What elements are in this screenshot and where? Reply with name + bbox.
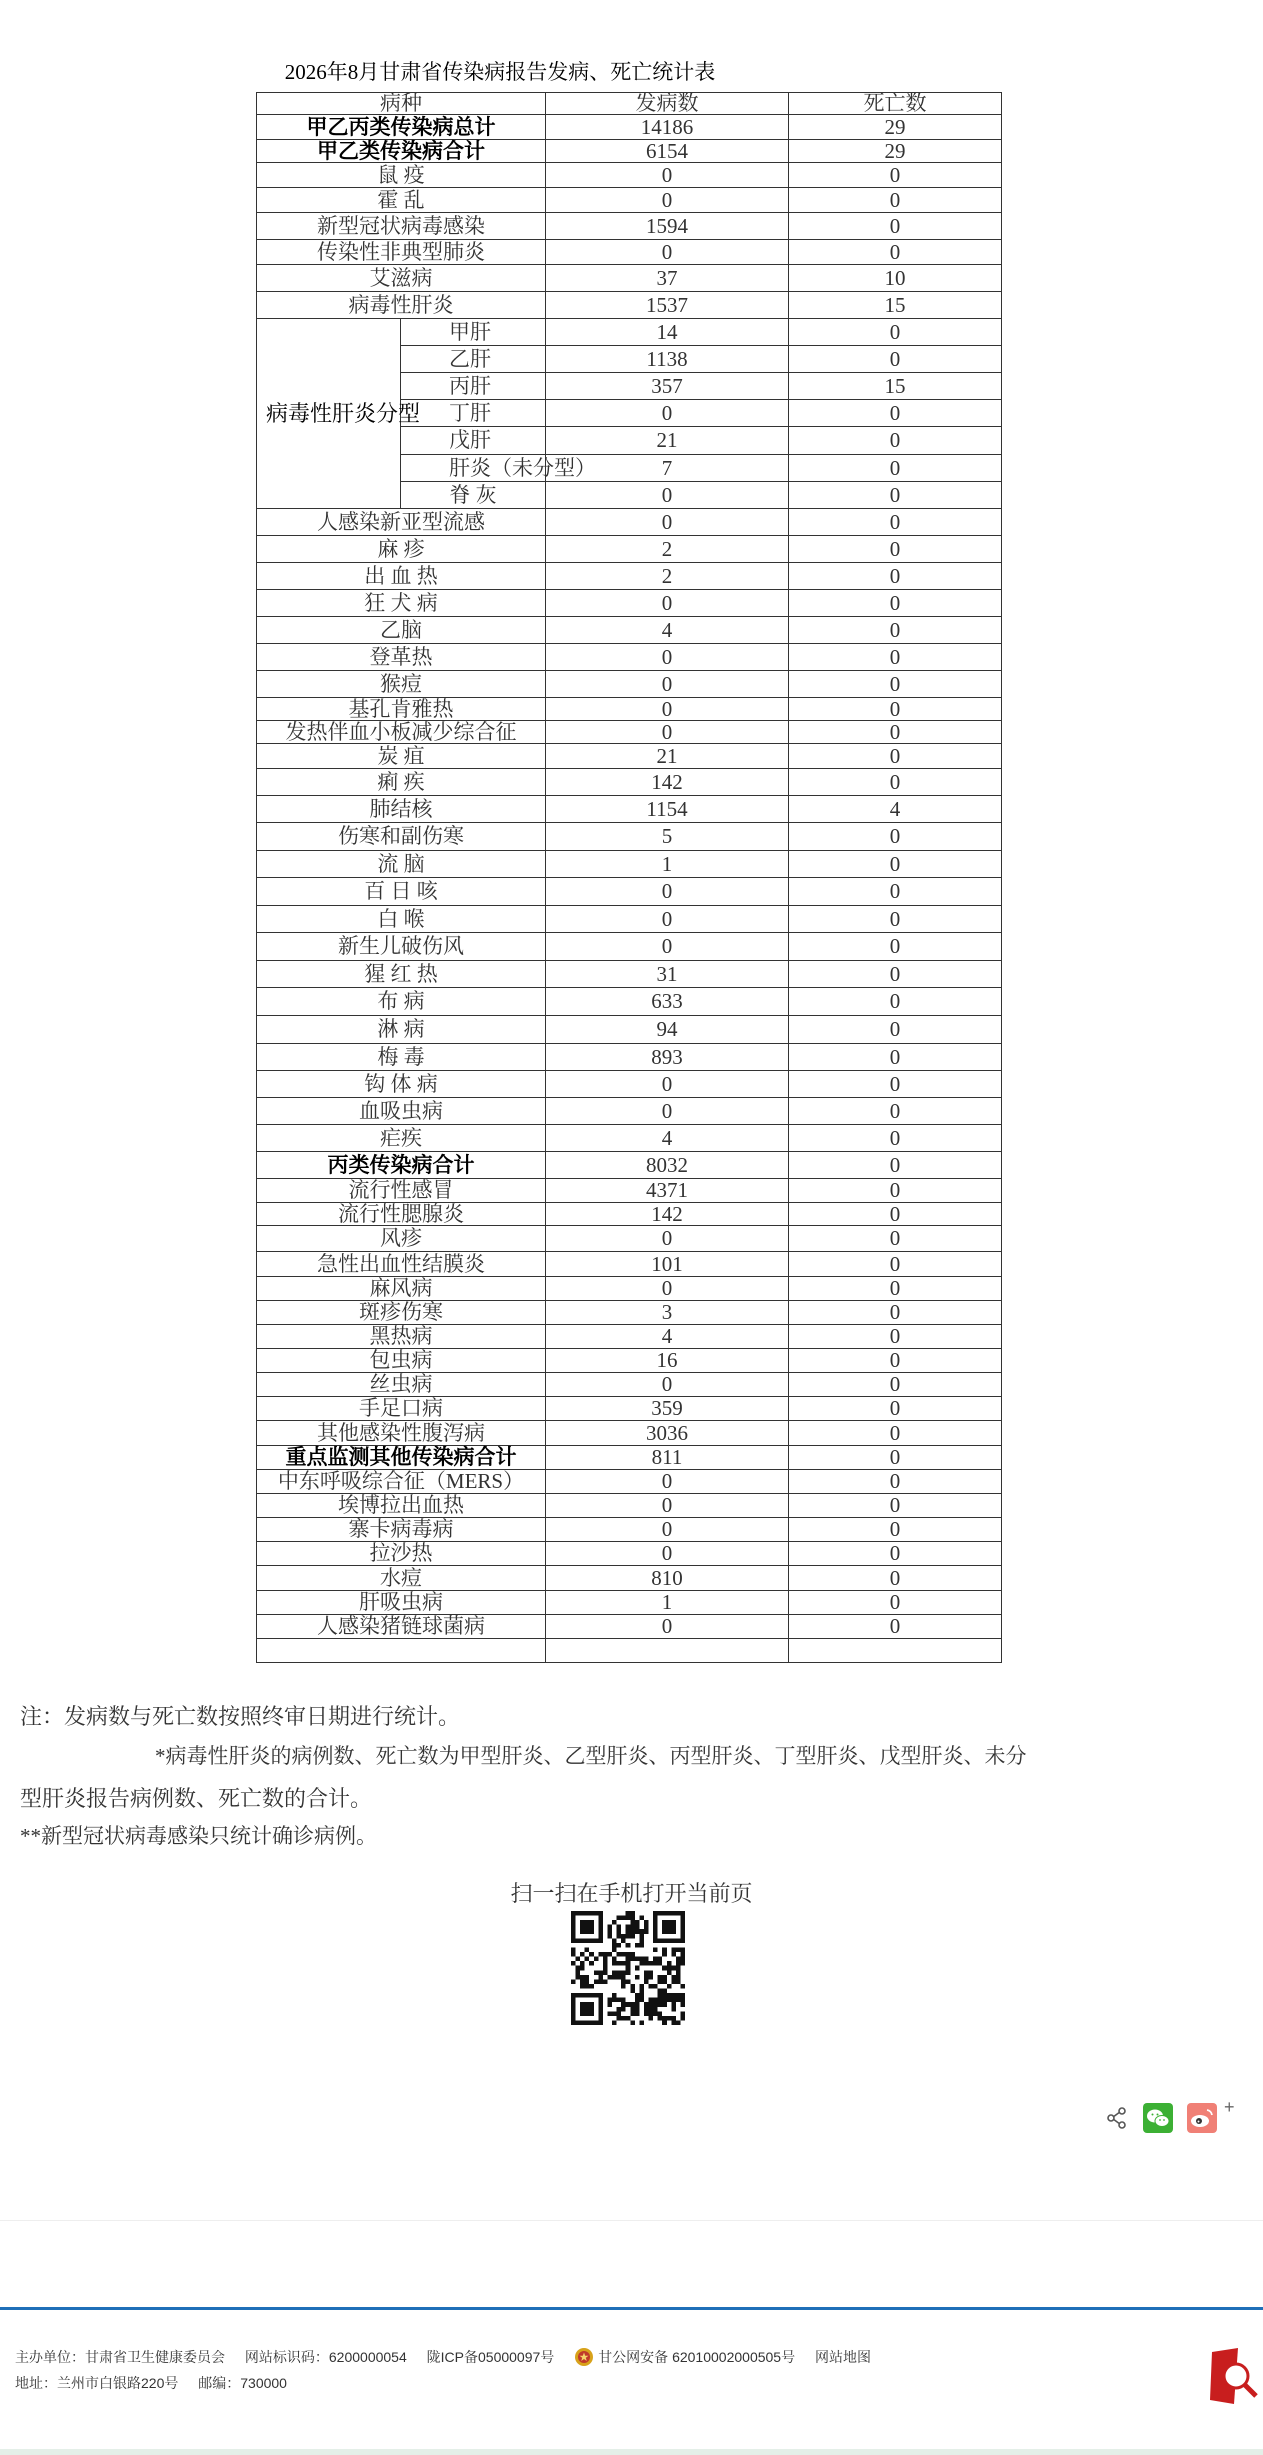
deaths-cell: 0 [789,1125,1002,1152]
table-row [257,1098,1002,1125]
disease-name-cell: 猩 红 热 [257,961,546,988]
deaths-cell: 0 [789,163,1002,188]
deaths-cell: 0 [789,213,1002,240]
hepatitis-subtype-group-label: 病毒性肝炎分型 [257,319,401,509]
deaths-cell: 0 [789,1397,1002,1421]
disease-name-cell: 丝虫病 [257,1373,546,1397]
deaths-cell: 29 [789,140,1002,163]
police-badge-icon [574,2347,594,2367]
table-row [257,1252,1002,1277]
disease-name-cell: 包虫病 [257,1349,546,1373]
cases-cell: 0 [546,163,789,188]
cases-cell: 142 [546,769,789,796]
table-row [257,1179,1002,1203]
disease-name-cell: 疟疾 [257,1125,546,1152]
bottom-strip [0,2449,1263,2455]
deaths-cell: 0 [789,563,1002,590]
page-title: 2026年8月甘肃省传染病报告发病、死亡统计表 [284,60,716,84]
table-row [257,744,1002,769]
disease-name-cell: 乙脑 [257,617,546,644]
deaths-cell: 0 [789,1252,1002,1277]
cases-cell: 1138 [546,346,789,373]
table-row [257,1349,1002,1373]
disease-name-cell: 布 病 [257,988,546,1016]
table-row [257,851,1002,878]
cases-cell: 3 [546,1301,789,1325]
disease-name-cell: 其他感染性腹泻病 [257,1421,546,1446]
table-row [257,1203,1002,1226]
cases-cell: 16 [546,1349,789,1373]
disease-name-cell: 麻风病 [257,1277,546,1301]
cases-cell: 357 [546,373,789,400]
table-row [257,1152,1002,1179]
disease-name-cell: 麻 疹 [257,536,546,563]
disease-name-cell: 血吸虫病 [257,1098,546,1125]
deaths-cell: 0 [789,1615,1002,1639]
table-row [257,319,1002,346]
deaths-cell: 0 [789,590,1002,617]
disease-name-cell: 痢 疾 [257,769,546,796]
footer-police-link[interactable]: 甘公网安备 62010002000505号 [598,2349,796,2365]
table-row [257,536,1002,563]
deaths-cell: 0 [789,1542,1002,1566]
table-row [257,698,1002,721]
header-cases: 发病数 [546,93,789,115]
disease-name-cell: 甲乙类传染病合计 [257,140,546,163]
disease-name-cell: 肝炎（未分型） [401,455,546,482]
cases-cell: 1 [546,851,789,878]
disease-name-cell: 流行性腮腺炎 [257,1203,546,1226]
disease-name-cell: 发热伴血小板减少综合征 [257,721,546,744]
cases-cell: 1 [546,1591,789,1615]
deaths-cell: 0 [789,961,1002,988]
cases-cell: 31 [546,961,789,988]
cases-cell: 0 [546,1373,789,1397]
cases-cell: 0 [546,906,789,933]
cases-cell: 0 [546,240,789,265]
cases-cell: 0 [546,1098,789,1125]
cases-cell: 0 [546,1494,789,1518]
cases-cell: 633 [546,988,789,1016]
disease-name-cell: 出 血 热 [257,563,546,590]
deaths-cell: 0 [789,455,1002,482]
cases-cell: 0 [546,644,789,671]
disease-name-cell: 霍 乱 [257,188,546,213]
table-row [257,769,1002,796]
table-row [257,1566,1002,1591]
disease-name-cell: 钩 体 病 [257,1071,546,1098]
table-row [257,188,1002,213]
government-logo-icon[interactable] [1208,2346,1263,2406]
disease-name-cell: 拉沙热 [257,1542,546,1566]
deaths-cell: 0 [789,698,1002,721]
table-row [257,1421,1002,1446]
deaths-cell: 0 [789,1566,1002,1591]
deaths-cell: 0 [789,823,1002,851]
disease-name-cell: 登革热 [257,644,546,671]
disease-name-cell: 丁肝 [401,400,546,427]
deaths-cell: 0 [789,988,1002,1016]
disease-name-cell: 埃博拉出血热 [257,1494,546,1518]
cases-cell: 5 [546,823,789,851]
table-row [257,1016,1002,1044]
table-row [257,509,1002,536]
table-row [257,796,1002,823]
disease-name-cell: 淋 病 [257,1016,546,1044]
cases-cell: 94 [546,1016,789,1044]
share-bar [1107,2097,1257,2137]
qr-caption: 扫一扫在手机打开当前页 [510,1881,753,1906]
deaths-cell: 0 [789,1518,1002,1542]
cases-cell: 0 [546,482,789,509]
disease-name-cell: 重点监测其他传染病合计 [257,1446,546,1470]
cases-cell: 21 [546,744,789,769]
deaths-cell: 0 [789,617,1002,644]
disease-name-cell: 新型冠状病毒感染 [257,213,546,240]
deaths-cell: 0 [789,671,1002,698]
table-header-row [257,93,1002,115]
disease-name-cell: 病毒性肝炎 [257,292,546,319]
footer-sitemap-link[interactable]: 网站地图 [814,2349,871,2365]
cases-cell: 4 [546,1325,789,1349]
deaths-cell: 0 [789,1591,1002,1615]
cases-cell: 3036 [546,1421,789,1446]
disease-name-cell: 丙肝 [401,373,546,400]
cases-cell [546,1639,789,1663]
deaths-cell: 0 [789,1446,1002,1470]
table-row [257,906,1002,933]
cases-cell: 0 [546,1071,789,1098]
disease-name-cell: 流 脑 [257,851,546,878]
cases-cell: 359 [546,1397,789,1421]
cases-cell: 0 [546,509,789,536]
disease-name-cell: 脊 灰 [401,482,546,509]
deaths-cell: 0 [789,1301,1002,1325]
cases-cell: 6154 [546,140,789,163]
deaths-cell: 0 [789,1044,1002,1071]
deaths-cell: 0 [789,188,1002,213]
table-row [257,265,1002,292]
disease-name-cell: 梅 毒 [257,1044,546,1071]
disease-name-cell: 猴痘 [257,671,546,698]
cases-cell: 14 [546,319,789,346]
table-row [257,644,1002,671]
cases-cell: 0 [546,878,789,906]
cases-cell: 0 [546,590,789,617]
note-line-2a: *病毒性肝炎的病例数、死亡数为甲型肝炎、乙型肝炎、丙型肝炎、丁型肝炎、戊型肝炎、未分 [155,1744,1027,1768]
disease-name-cell: 炭 疽 [257,744,546,769]
cases-cell: 4371 [546,1179,789,1203]
deaths-cell: 15 [789,292,1002,319]
table-row [257,1044,1002,1071]
footer-postcode: 邮编：730000 [198,2375,287,2391]
table-row [257,140,1002,163]
qr-code-image [571,1911,685,2025]
deaths-cell: 29 [789,115,1002,140]
deaths-cell: 0 [789,933,1002,961]
deaths-cell: 0 [789,1421,1002,1446]
table-row [257,933,1002,961]
disease-name-cell: 中东呼吸综合征（MERS） [257,1470,546,1494]
deaths-cell: 0 [789,1470,1002,1494]
footer-sponsor: 主办单位：甘肃省卫生健康委员会 [15,2349,225,2365]
deaths-cell: 0 [789,1349,1002,1373]
table-row [257,1639,1002,1663]
table-row [257,1470,1002,1494]
table-row [257,213,1002,240]
table-row [257,1325,1002,1349]
deaths-cell: 0 [789,851,1002,878]
deaths-cell: 0 [789,906,1002,933]
deaths-cell: 0 [789,1098,1002,1125]
disease-name-cell: 肺结核 [257,796,546,823]
table-row [257,590,1002,617]
deaths-cell: 0 [789,1494,1002,1518]
deaths-cell: 0 [789,769,1002,796]
disease-name-cell: 肝吸虫病 [257,1591,546,1615]
disease-name-cell: 戊肝 [401,427,546,455]
table-row [257,1542,1002,1566]
content-divider [0,2220,1263,2221]
cases-cell: 4 [546,1125,789,1152]
disease-name-cell: 艾滋病 [257,265,546,292]
deaths-cell: 0 [789,644,1002,671]
table-row [257,721,1002,744]
deaths-cell: 0 [789,744,1002,769]
deaths-cell: 0 [789,240,1002,265]
table-row [257,1591,1002,1615]
more-share-button[interactable]: + [1224,2097,1235,2117]
footer-icp-link[interactable]: 陇ICP备05000097号 [426,2349,555,2365]
table-row [257,1125,1002,1152]
deaths-cell [789,1639,1002,1663]
table-row [257,961,1002,988]
header-deaths: 死亡数 [789,93,1002,115]
cases-cell: 37 [546,265,789,292]
table-row [257,1373,1002,1397]
cases-cell: 0 [546,698,789,721]
cases-cell: 0 [546,1277,789,1301]
deaths-cell: 0 [789,536,1002,563]
deaths-cell: 10 [789,265,1002,292]
cases-cell: 2 [546,536,789,563]
cases-cell: 1537 [546,292,789,319]
disease-name-cell: 伤寒和副伤寒 [257,823,546,851]
deaths-cell: 15 [789,373,1002,400]
disease-name-cell: 狂 犬 病 [257,590,546,617]
cases-cell: 0 [546,1615,789,1639]
cases-cell: 0 [546,1226,789,1252]
deaths-cell: 0 [789,400,1002,427]
wechat-icon[interactable] [1143,2103,1173,2133]
table-row [257,1446,1002,1470]
table-row [257,671,1002,698]
footer-site-code: 网站标识码：6200000054 [244,2349,407,2365]
table-row [257,1494,1002,1518]
cases-cell: 0 [546,1518,789,1542]
disease-name-cell: 丙类传染病合计 [257,1152,546,1179]
disease-name-cell: 急性出血性结膜炎 [257,1252,546,1277]
cases-cell: 0 [546,1470,789,1494]
table-row [257,878,1002,906]
cases-cell: 142 [546,1203,789,1226]
footer-address: 地址：兰州市白银路220号 [15,2375,179,2391]
deaths-cell: 0 [789,1373,1002,1397]
deaths-cell: 0 [789,721,1002,744]
disease-name-cell: 人感染新亚型流感 [257,509,546,536]
disease-name-cell: 鼠 疫 [257,163,546,188]
cases-cell: 893 [546,1044,789,1071]
cases-cell: 8032 [546,1152,789,1179]
table-row [257,1071,1002,1098]
cases-cell: 14186 [546,115,789,140]
cases-cell: 0 [546,933,789,961]
disease-name-cell: 百 日 咳 [257,878,546,906]
deaths-cell: 0 [789,346,1002,373]
disease-name-cell: 新生儿破伤风 [257,933,546,961]
deaths-cell: 0 [789,1016,1002,1044]
deaths-cell: 0 [789,878,1002,906]
site-footer [0,2310,1263,2455]
table-row [257,1397,1002,1421]
cases-cell: 0 [546,1542,789,1566]
deaths-cell: 0 [789,319,1002,346]
cases-cell: 1154 [546,796,789,823]
table-row [257,292,1002,319]
table-row [257,1615,1002,1639]
deaths-cell: 0 [789,1152,1002,1179]
disease-name-cell: 寨卡病毒病 [257,1518,546,1542]
cases-cell: 2 [546,563,789,590]
disease-name-cell: 乙肝 [401,346,546,373]
deaths-cell: 0 [789,1179,1002,1203]
table-row [257,115,1002,140]
disease-name-cell: 甲肝 [401,319,546,346]
disease-name-cell: 甲乙丙类传染病总计 [257,115,546,140]
table-row [257,1277,1002,1301]
deaths-cell: 0 [789,482,1002,509]
deaths-cell: 0 [789,1277,1002,1301]
table-row [257,240,1002,265]
table-row [257,163,1002,188]
cases-cell: 811 [546,1446,789,1470]
table-row [257,563,1002,590]
disease-statistics-table [256,92,1002,1663]
note-line-3: **新型冠状病毒感染只统计确诊病例。 [20,1824,377,1848]
cases-cell: 810 [546,1566,789,1591]
note-line-2b: 型肝炎报告病例数、死亡数的合计。 [20,1786,373,1811]
note-line-1: 注：发病数与死亡数按照终审日期进行统计。 [20,1704,461,1729]
table-row [257,617,1002,644]
header-disease: 病种 [257,93,546,115]
disease-name-cell: 基孔肯雅热 [257,698,546,721]
deaths-cell: 0 [789,1325,1002,1349]
cases-cell: 1594 [546,213,789,240]
disease-name-cell: 风疹 [257,1226,546,1252]
cases-cell: 7 [546,455,789,482]
table-row [257,823,1002,851]
disease-name-cell: 人感染猪链球菌病 [257,1615,546,1639]
deaths-cell: 0 [789,427,1002,455]
deaths-cell: 0 [789,1226,1002,1252]
cases-cell: 0 [546,721,789,744]
table-row [257,1301,1002,1325]
cases-cell: 21 [546,427,789,455]
cases-cell: 0 [546,671,789,698]
cases-cell: 4 [546,617,789,644]
disease-name-cell: 流行性感冒 [257,1179,546,1203]
table-row [257,1518,1002,1542]
deaths-cell: 0 [789,1203,1002,1226]
share-icon[interactable] [1107,2107,1127,2129]
cases-cell: 0 [546,400,789,427]
deaths-cell: 4 [789,796,1002,823]
disease-name-cell: 黑热病 [257,1325,546,1349]
deaths-cell: 0 [789,509,1002,536]
cases-cell: 0 [546,188,789,213]
cases-cell: 101 [546,1252,789,1277]
table-row [257,988,1002,1016]
disease-name-cell: 白 喉 [257,906,546,933]
weibo-icon[interactable] [1187,2103,1217,2133]
disease-name-cell: 手足口病 [257,1397,546,1421]
table-row [257,1226,1002,1252]
disease-name-cell [257,1639,546,1663]
disease-name-cell: 传染性非典型肺炎 [257,240,546,265]
disease-name-cell: 斑疹伤寒 [257,1301,546,1325]
disease-name-cell: 水痘 [257,1566,546,1591]
deaths-cell: 0 [789,1071,1002,1098]
